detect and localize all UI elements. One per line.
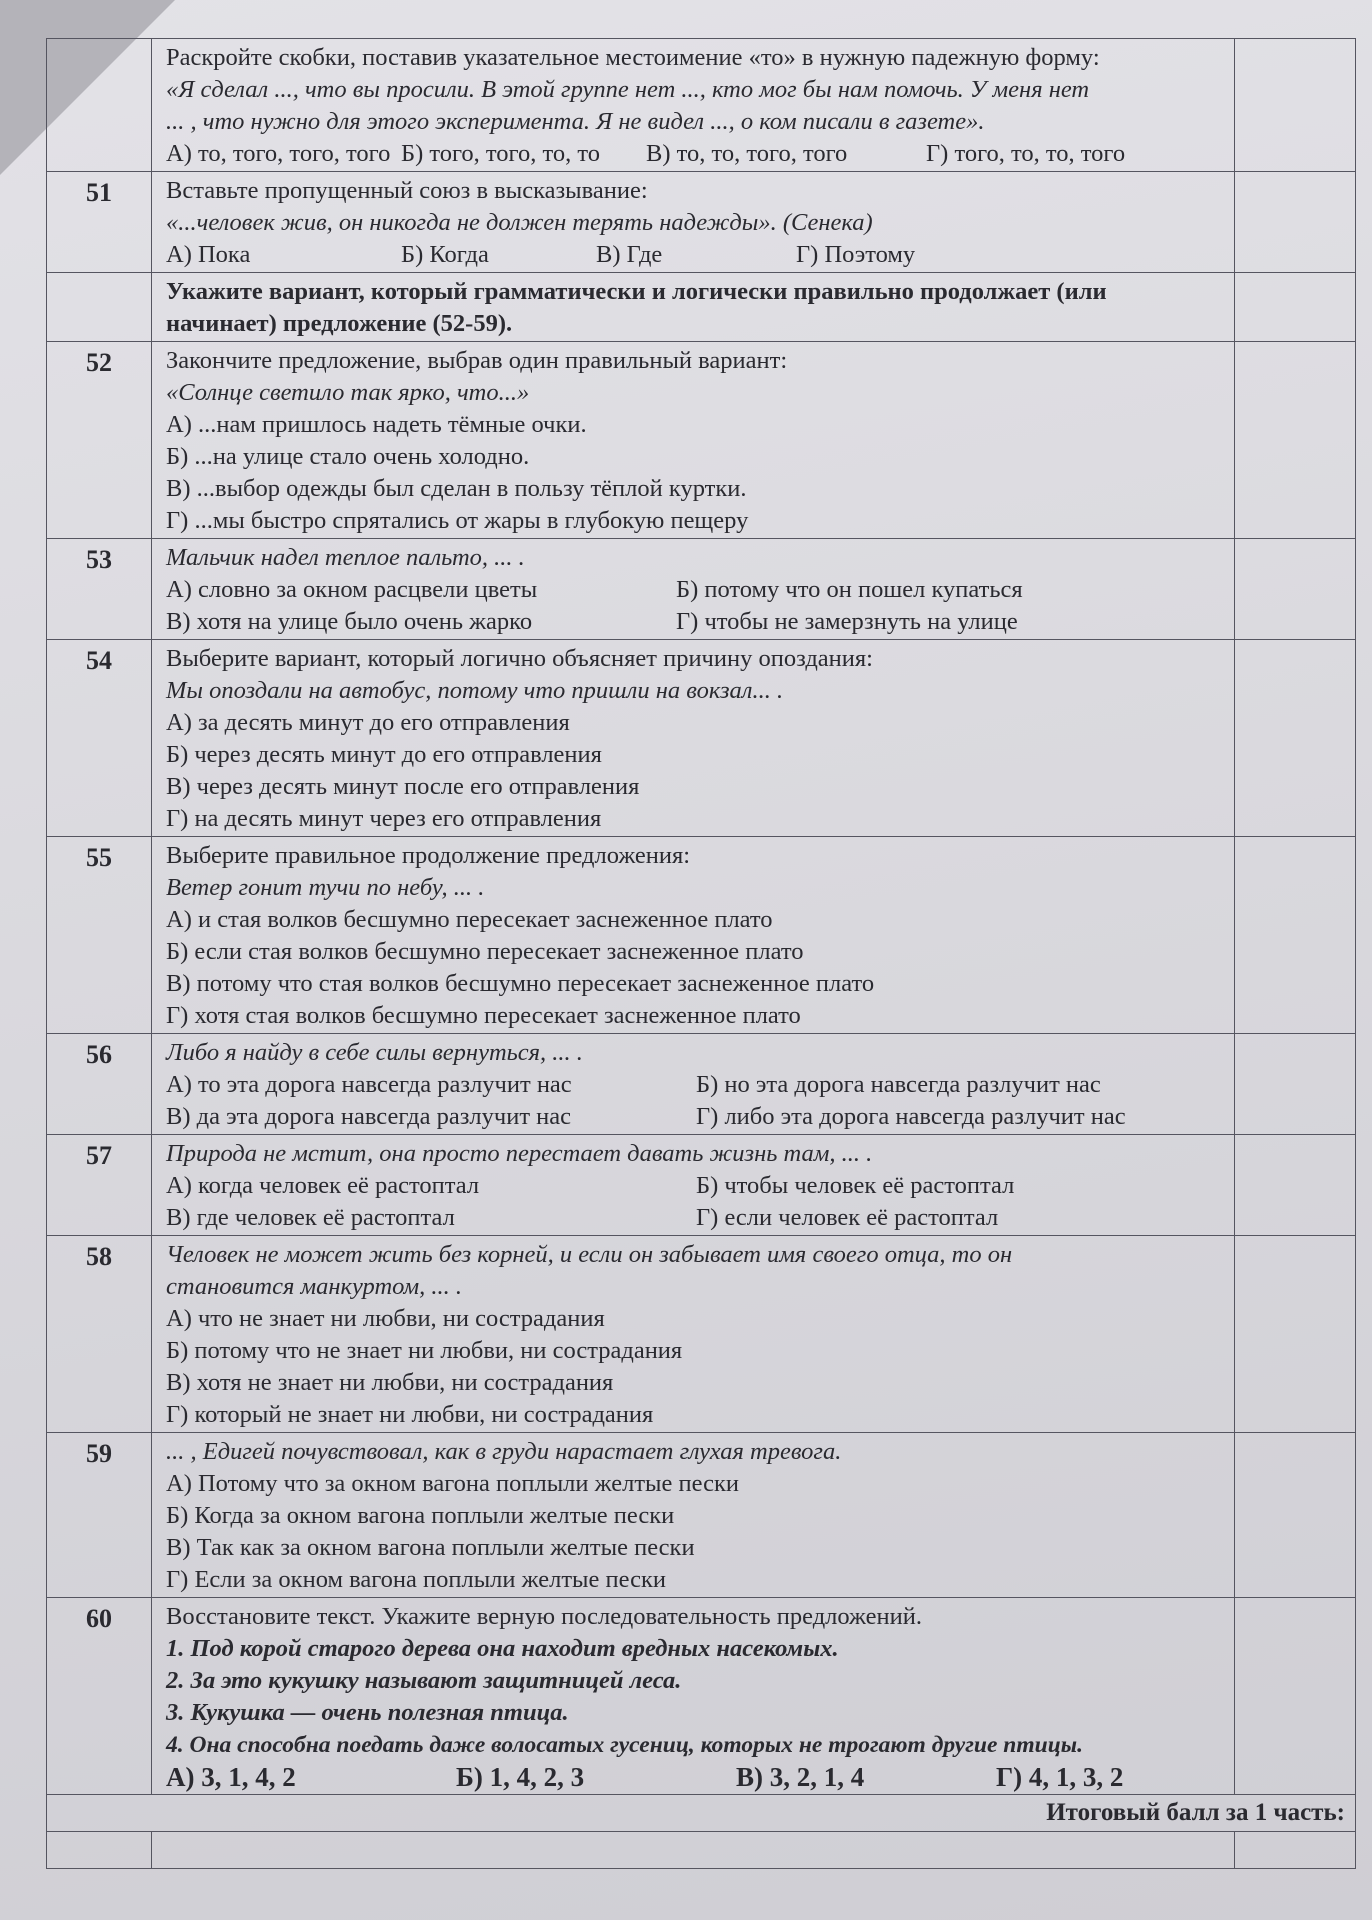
option-a[interactable]: А) и стая волков бесшумно пересекает заснеженное плато	[166, 906, 773, 933]
option-d[interactable]: Г) Поэтому	[796, 241, 916, 268]
option-a[interactable]: А) Потому что за окном вагона поплыли желтые пески	[166, 1470, 739, 1497]
sentence-3: 3. Кукушка — очень полезная птица.	[166, 1699, 569, 1726]
option-b[interactable]: Б) 1, 4, 2, 3	[456, 1762, 585, 1792]
answer-cell[interactable]	[1235, 1135, 1356, 1236]
option-c[interactable]: В) 3, 2, 1, 4	[736, 1762, 865, 1792]
option-a[interactable]: А) 3, 1, 4, 2	[166, 1762, 296, 1792]
answer-cell[interactable]	[1235, 1433, 1356, 1598]
option-b[interactable]: Б) через десять минут до его отправления	[166, 741, 602, 768]
option-a[interactable]: А) словно за окном расцвели цветы	[166, 576, 538, 603]
option-d[interactable]: Г) ...мы быстро спрятались от жары в глубокую пещеру	[166, 507, 749, 534]
option-b[interactable]: Б) потому что не знает ни любви, ни сострадания	[166, 1337, 683, 1364]
question-quote: «...человек жив, он никогда не должен терять надежды». (Сенека)	[166, 209, 873, 236]
option-b[interactable]: Б) но эта дорога навсегда разлучит нас	[696, 1071, 1101, 1098]
answer-cell[interactable]	[1235, 539, 1356, 640]
empty-cell	[152, 1832, 1235, 1869]
option-b[interactable]: Б) потому что он пошел купаться	[676, 576, 1023, 603]
option-d[interactable]: Г) того, то, то, того	[926, 140, 1126, 167]
test-table	[46, 38, 1356, 1869]
empty-cell	[47, 1832, 152, 1869]
sentence-2: 2. За это кукушку называют защитницей леса.	[166, 1667, 682, 1694]
option-c[interactable]: В) Так как за окном вагона поплыли желтые пески	[166, 1534, 695, 1561]
question-row-55	[47, 837, 1356, 1034]
option-c[interactable]: В) ...выбор одежды был сделан в пользу тёплой куртки.	[166, 475, 747, 502]
option-b[interactable]: Б) если стая волков бесшумно пересекает заснеженное плато	[166, 938, 804, 965]
question-body	[152, 539, 1235, 640]
question-body	[152, 1236, 1235, 1433]
question-row-52	[47, 342, 1356, 539]
option-c[interactable]: В) да эта дорога навсегда разлучит нас	[166, 1103, 572, 1130]
option-c[interactable]: В) Где	[596, 241, 663, 268]
question-body	[152, 1135, 1235, 1236]
question-number: 53	[47, 539, 152, 640]
empty-cell	[1235, 273, 1356, 342]
empty-row	[47, 1832, 1356, 1869]
question-row-60	[47, 1598, 1356, 1795]
question-text-line: «Я сделал ..., что вы просили. В этой группе нет ..., кто мог бы нам помочь. У меня нет	[166, 76, 1090, 103]
option-a[interactable]: А) когда человек её растоптал	[166, 1172, 480, 1199]
option-c[interactable]: В) хотя не знает ни любви, ни сострадания	[166, 1369, 614, 1396]
option-d[interactable]: Г) если человек её растоптал	[696, 1204, 999, 1231]
question-instruction: Выберите правильное продолжение предложения:	[166, 842, 691, 869]
empty-number-cell	[47, 273, 152, 342]
option-c[interactable]: В) где человек её растоптал	[166, 1204, 455, 1231]
question-quote: «Солнце светило так ярко, что...»	[166, 379, 530, 406]
answer-cell[interactable]	[1235, 640, 1356, 837]
question-instruction: Вставьте пропущенный союз в высказывание:	[166, 177, 648, 204]
total-score-row	[47, 1795, 1356, 1832]
question-body	[152, 1433, 1235, 1598]
question-number	[47, 39, 152, 172]
question-quote: Либо я найду в себе силы вернуться, ... .	[166, 1039, 583, 1066]
question-row-58	[47, 1236, 1356, 1433]
question-instruction: Раскройте скобки, поставив указательное местоимение «то» в нужную падежную форму:	[166, 44, 1100, 71]
question-body	[152, 342, 1235, 539]
question-body	[152, 39, 1235, 172]
option-d[interactable]: Г) Если за окном вагона поплыли желтые пески	[166, 1566, 667, 1593]
question-text-line: ... , что нужно для этого эксперимента. Я не видел ..., о ком писали в газете».	[166, 108, 985, 135]
question-number: 59	[47, 1433, 152, 1598]
answer-cell[interactable]	[1235, 1598, 1356, 1795]
answer-cell[interactable]	[1235, 342, 1356, 539]
question-quote: Мы опоздали на автобус, потому что пришли на вокзал... .	[166, 677, 784, 704]
option-c[interactable]: В) то, то, того, того	[646, 140, 848, 167]
question-body	[152, 172, 1235, 273]
answer-cell[interactable]	[1235, 172, 1356, 273]
section-header	[152, 273, 1235, 342]
option-b[interactable]: Б) Когда за окном вагона поплыли желтые пески	[166, 1502, 675, 1529]
option-b[interactable]: Б) Когда	[401, 241, 489, 268]
question-quote: ... , Едигей почувствовал, как в груди нарастает глухая тревога.	[166, 1438, 842, 1465]
option-d[interactable]: Г) 4, 1, 3, 2	[996, 1762, 1124, 1792]
question-instruction: Восстановите текст. Укажите верную последовательность предложений.	[166, 1603, 922, 1630]
question-quote-line: Человек не может жить без корней, и если он забывает имя своего отца, то он	[166, 1241, 1013, 1268]
option-d[interactable]: Г) на десять минут через его отправления	[166, 805, 602, 832]
option-d[interactable]: Г) хотя стая волков бесшумно пересекает заснеженное плато	[166, 1002, 801, 1029]
question-number: 52	[47, 342, 152, 539]
question-number: 56	[47, 1034, 152, 1135]
question-body	[152, 1034, 1235, 1135]
question-row-53	[47, 539, 1356, 640]
question-number: 55	[47, 837, 152, 1034]
question-quote: Ветер гонит тучи по небу, ... .	[166, 874, 485, 901]
option-a[interactable]: А) то эта дорога навсегда разлучит нас	[166, 1071, 572, 1098]
section-header-line: начинает) предложение (52-59).	[166, 310, 513, 337]
option-c[interactable]: В) хотя на улице было очень жарко	[166, 608, 533, 635]
question-row-56	[47, 1034, 1356, 1135]
option-a[interactable]: А) ...нам пришлось надеть тёмные очки.	[166, 411, 587, 438]
section-header-line: Укажите вариант, который грамматически и логически правильно продолжает (или	[166, 278, 1107, 305]
empty-cell	[1235, 1832, 1356, 1869]
option-b[interactable]: Б) чтобы человек её растоптал	[696, 1172, 1015, 1199]
sentence-4: 4. Она способна поедать даже волосатых гусениц, которых не трогают другие птицы.	[166, 1732, 1083, 1758]
question-quote: Природа не мстит, она просто перестает давать жизнь там, ... .	[166, 1140, 873, 1167]
question-number: 58	[47, 1236, 152, 1433]
sentence-1: 1. Под корой старого дерева она находит вредных насекомых.	[166, 1635, 839, 1662]
question-body	[152, 640, 1235, 837]
option-c[interactable]: В) потому что стая волков бесшумно пересекает заснеженное плато	[166, 970, 875, 997]
question-row-51	[47, 172, 1356, 273]
option-a[interactable]: А) за десять минут до его отправления	[166, 709, 570, 736]
section-header-row	[47, 273, 1356, 342]
question-number: 60	[47, 1598, 152, 1795]
option-b[interactable]: Б) того, того, то, то	[401, 140, 601, 167]
question-instruction: Закончите предложение, выбрав один правильный вариант:	[166, 347, 788, 374]
option-b[interactable]: Б) ...на улице стало очень холодно.	[166, 443, 530, 470]
option-d[interactable]: Г) чтобы не замерзнуть на улице	[676, 608, 1018, 635]
option-a[interactable]: А) то, того, того, того	[166, 140, 391, 167]
answer-cell[interactable]	[1235, 837, 1356, 1034]
answer-cell[interactable]	[1235, 1236, 1356, 1433]
question-number: 57	[47, 1135, 152, 1236]
question-instruction: Выберите вариант, который логично объясняет причину опоздания:	[166, 645, 873, 672]
answer-cell[interactable]	[1235, 1034, 1356, 1135]
question-quote: Мальчик надел теплое пальто, ... .	[166, 544, 525, 571]
question-body	[152, 1598, 1235, 1795]
question-body	[152, 837, 1235, 1034]
question-number: 54	[47, 640, 152, 837]
question-number: 51	[47, 172, 152, 273]
question-quote-line: становится манкуртом, ... .	[166, 1273, 462, 1300]
question-row-57	[47, 1135, 1356, 1236]
option-c[interactable]: В) через десять минут после его отправления	[166, 773, 640, 800]
option-d[interactable]: Г) который не знает ни любви, ни сострадания	[166, 1401, 654, 1428]
option-d[interactable]: Г) либо эта дорога навсегда разлучит нас	[696, 1103, 1126, 1130]
question-row-54	[47, 640, 1356, 837]
option-a[interactable]: А) что не знает ни любви, ни сострадания	[166, 1305, 605, 1332]
answer-cell[interactable]	[1235, 39, 1356, 172]
question-row-59	[47, 1433, 1356, 1598]
option-a[interactable]: А) Пока	[166, 241, 251, 268]
total-score-label: Итоговый балл за 1 часть:	[47, 1795, 1356, 1832]
question-row-50	[47, 39, 1356, 172]
